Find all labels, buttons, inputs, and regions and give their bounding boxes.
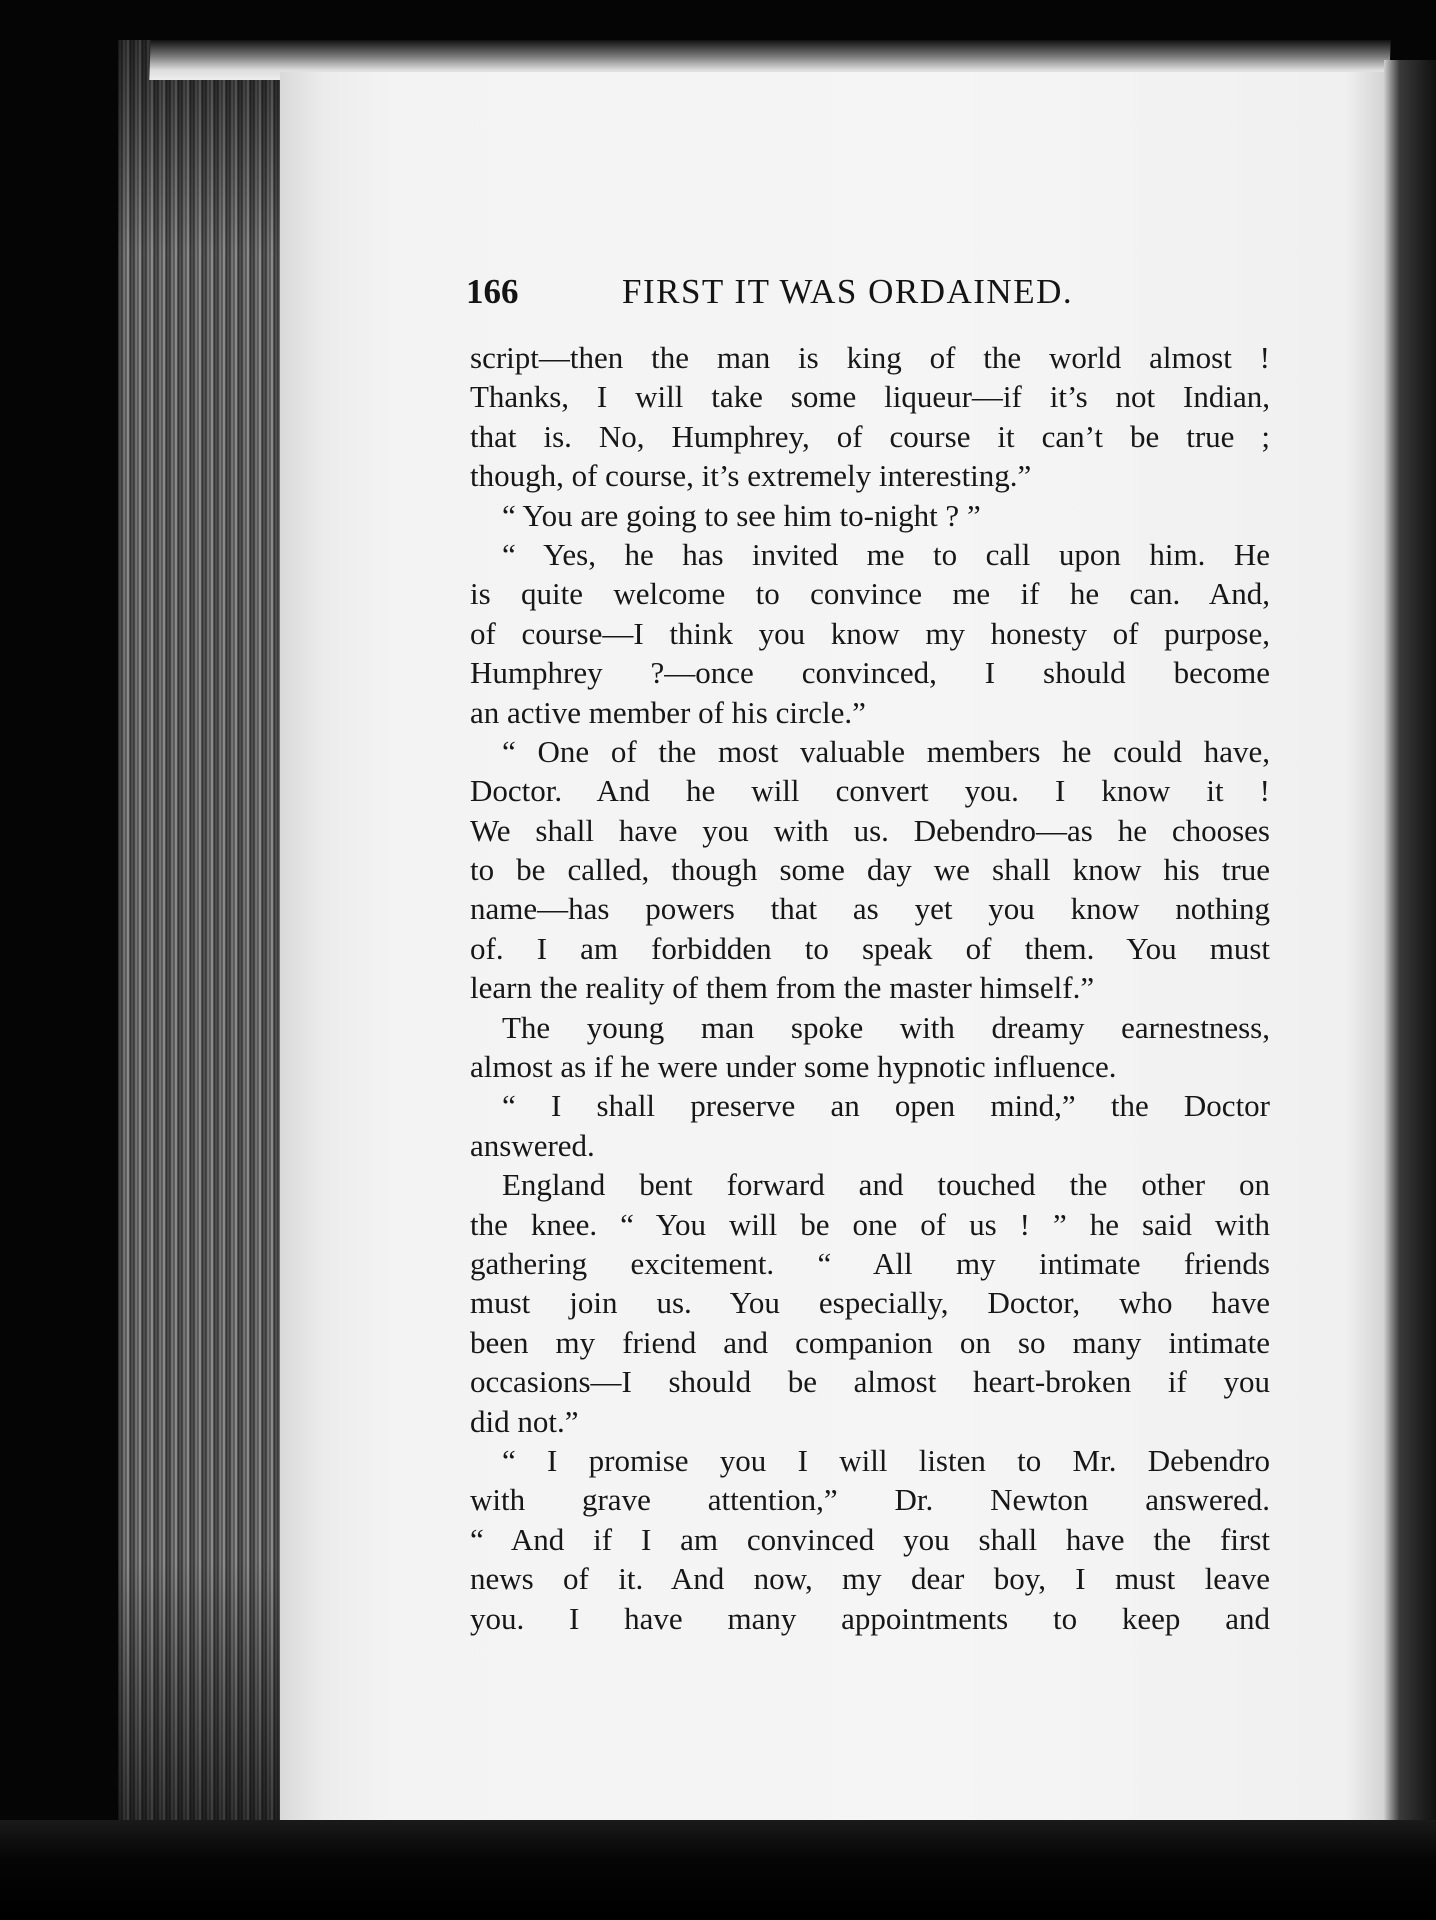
text-line: answered. xyxy=(470,1127,595,1163)
text-line: occasions—I should be almost heart-broken if you xyxy=(470,1364,1270,1400)
text-line: “ One of the most valuable members he could have, xyxy=(502,733,1270,769)
text-line: “ I shall preserve an open mind,” the Doctor xyxy=(502,1088,1270,1124)
text-line: an active member of his circle.” xyxy=(470,694,866,730)
text-line: Doctor. And he will convert you. I know it ! xyxy=(470,773,1270,809)
text-line: though, of course, it’s extremely interesting.” xyxy=(470,458,1032,494)
text-line: “ Yes, he has invited me to call upon him. He xyxy=(502,536,1270,572)
text-line: did not.” xyxy=(470,1403,579,1439)
text-line: Humphrey ?—once convinced, I should become xyxy=(470,655,1270,691)
text-line: almost as if he were under some hypnotic influence. xyxy=(470,1049,1117,1085)
page-fore-edge-shadow xyxy=(118,40,288,1830)
text-line: to be called, though some day we shall know his true xyxy=(470,852,1270,888)
text-line: The young man spoke with dreamy earnestness, xyxy=(502,1009,1270,1045)
text-line: name—has powers that as yet you know nothing xyxy=(470,891,1270,927)
text-line: We shall have you with us. Debendro—as he chooses xyxy=(470,812,1270,848)
page-number: 166 xyxy=(466,272,519,311)
text-line: gathering excitement. “ All my intimate friends xyxy=(470,1245,1270,1281)
text-line: that is. No, Humphrey, of course it can’t be true ; xyxy=(470,418,1270,454)
text-line: Thanks, I will take some liqueur—if it’s not Indian, xyxy=(470,379,1270,415)
body-text xyxy=(470,338,1270,1638)
text-line: must join us. You especially, Doctor, who have xyxy=(470,1285,1270,1321)
text-line: you. I have many appointments to keep and xyxy=(470,1600,1270,1636)
text-line: England bent forward and touched the other on xyxy=(502,1167,1270,1203)
right-binding-shadow xyxy=(1384,60,1436,1840)
page-header xyxy=(466,272,1266,320)
text-line: with grave attention,” Dr. Newton answered. xyxy=(470,1482,1270,1518)
running-title: FIRST IT WAS ORDAINED. xyxy=(622,272,1074,311)
text-line: of. I am forbidden to speak of them. You must xyxy=(470,930,1270,966)
text-line: news of it. And now, my dear boy, I must leave xyxy=(470,1561,1270,1597)
text-line: “ You are going to see him to-night ? ” xyxy=(502,497,981,533)
text-line: is quite welcome to convince me if he can. And, xyxy=(470,576,1270,612)
text-line: been my friend and companion on so many intimate xyxy=(470,1324,1270,1360)
text-line: learn the reality of them from the master himself.” xyxy=(470,970,1095,1006)
text-line: “ And if I am convinced you shall have the first xyxy=(470,1521,1270,1557)
text-line: “ I promise you I will listen to Mr. Debendro xyxy=(502,1442,1270,1478)
text-line: of course—I think you know my honesty of purpose, xyxy=(470,615,1270,651)
bottom-dark-margin xyxy=(0,1820,1436,1920)
text-line: the knee. “ You will be one of us ! ” he said with xyxy=(470,1206,1270,1242)
text-line: script—then the man is king of the world almost ! xyxy=(470,340,1270,375)
